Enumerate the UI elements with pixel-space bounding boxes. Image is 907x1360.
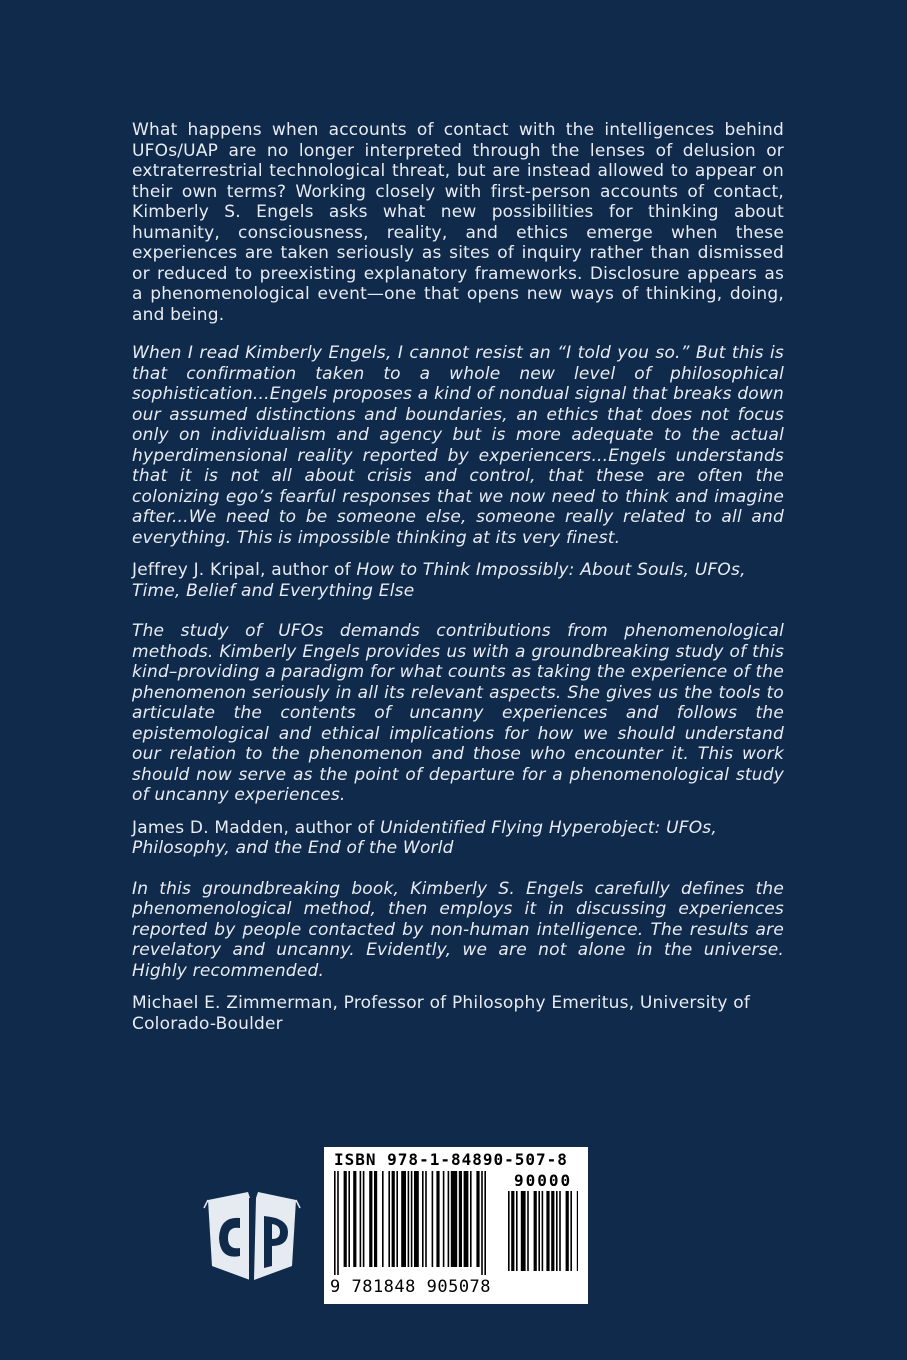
isbn-barcode	[324, 1147, 588, 1304]
endorsement-author-3: Michael E. Zimmerman, Professor of Philosophy Emeritus, University of Colorado-Boulder	[132, 993, 751, 1034]
endorsement-quote-2: The study of UFOs demands contributions from phenomenological methods. Kimberly Engels provides us with a groundbreaking study of this kind–providing a paradigm for what counts as taking the experience of the phenomenon seriously in all its relevant aspects. She gives us the tools to articulate the contents of uncanny experiences and follows the epistemological and ethical implications for how we should understand our relation to the phenomenon and those who encounter it. This work should now serve as the point of departure for a phenomenological study of uncanny experiences.	[132, 621, 784, 805]
ean-barcode-bars	[334, 1171, 502, 1279]
addon-barcode-bars	[508, 1191, 578, 1281]
book-blurb: What happens when accounts of contact with the intelligences behind UFOs/UAP are no longer interpreted through the lenses of delusion or extraterrestrial technological threat, but are instead allowed to appear on their own terms? Working closely with first-person accounts of contact, Kimberly S. Engels asks what new possibilities for thinking about humanity, consciousness, reality, and ethics emerge when these experiences are taken seriously as sites of inquiry rather than dismissed or reduced to preexisting explanatory frameworks. Disclosure appears as a phenomenological event—one that opens new ways of thinking, doing, and being.	[132, 120, 784, 325]
endorsement-work-1: How to Think Impossibly: About Souls, UFOs, Time, Belief and Everything Else	[132, 560, 746, 601]
endorsement-attribution-2	[132, 818, 784, 859]
endorsement-quote-3: In this groundbreaking book, Kimberly S. Engels carefully defines the phenomenological method, then employs it in discussing experiences reported by people contacted by non-human intelligence. The results are revelatory and uncanny. Evidently, we are not alone in the universe. Highly recommended.	[132, 878, 784, 981]
endorsement-work-2: Unidentified Flying Hyperobject: UFOs, Philosophy, and the End of the World	[132, 817, 717, 858]
cp-publisher-logo-icon	[202, 1188, 302, 1288]
endorsement-author-1: Jeffrey J. Kripal, author of	[132, 560, 357, 580]
endorsement-attribution-1	[132, 560, 784, 601]
endorsement-quote-1: When I read Kimberly Engels, I cannot resist an “I told you so.” But this is that confirmation taken to a whole new level of philosophical sophistication...Engels proposes a kind of nondual signal that breaks down our assumed distinctions and boundaries, an ethics that does not focus only on individualism and agency but is more adequate to the actual hyperdimensional reality reported by experiencers...Engels understands that it is not all about crisis and control, that these are often the colonizing ego’s fearful responses that we now need to think and imagine after...We need to be someone else, someone really related to all and everything. This is impossible thinking at its very finest.	[132, 343, 784, 548]
cover-text	[132, 120, 784, 1054]
ean-digits: 9 781848 905078	[330, 1277, 492, 1297]
endorsement-attribution-3	[132, 993, 784, 1034]
endorsement-author-2: James D. Madden, author of	[132, 817, 380, 838]
price-code: 90000	[514, 1171, 573, 1190]
isbn-label: ISBN 978-1-84890-507-8	[334, 1150, 568, 1169]
